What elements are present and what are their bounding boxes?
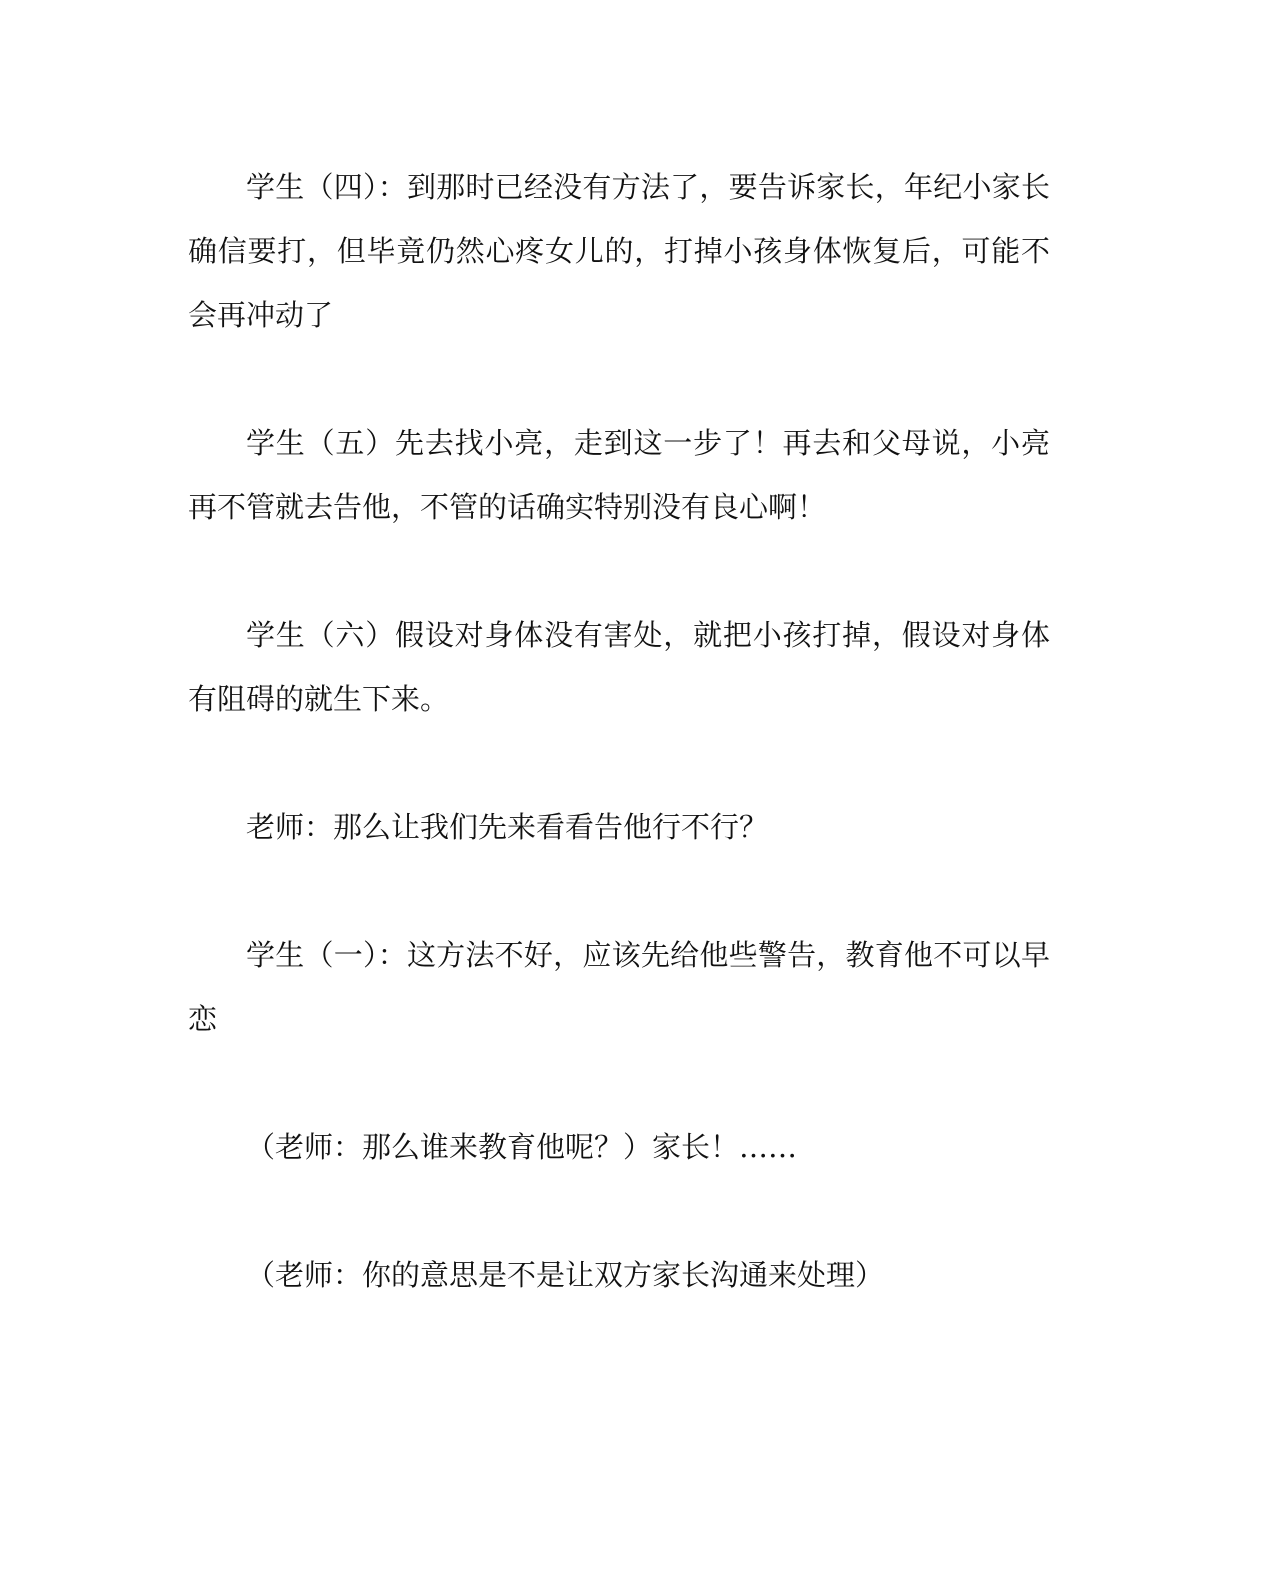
paragraph-student-five: 学生（五）先去找小亮，走到这一步了！再去和父母说，小亮再不管就去告他，不管的话确实特别没有良心啊！: [188, 426, 1050, 524]
paragraph-teacher-question: 老师：那么让我们先来看看告他行不行？: [246, 810, 769, 844]
paragraph-student-six: 学生（六）假设对身体没有害处，就把小孩打掉，假设对身体有阻碍的就生下来。: [188, 618, 1050, 716]
paragraph-student-four: 学生（四）：到那时已经没有方法了，要告诉家长，年纪小家长确信要打，但毕竟仍然心疼女儿的，打掉小孩身体恢复后，可能不会再冲动了: [188, 170, 1050, 332]
paragraph-teacher-aside-parents: （老师：那么谁来教育他呢？）家长！……: [246, 1130, 798, 1164]
paragraph-student-one: 学生（一）：这方法不好，应该先给他些警告，教育他不可以早恋: [188, 938, 1050, 1036]
paragraph-teacher-aside-communication: （老师：你的意思是不是让双方家长沟通来处理）: [246, 1258, 885, 1292]
